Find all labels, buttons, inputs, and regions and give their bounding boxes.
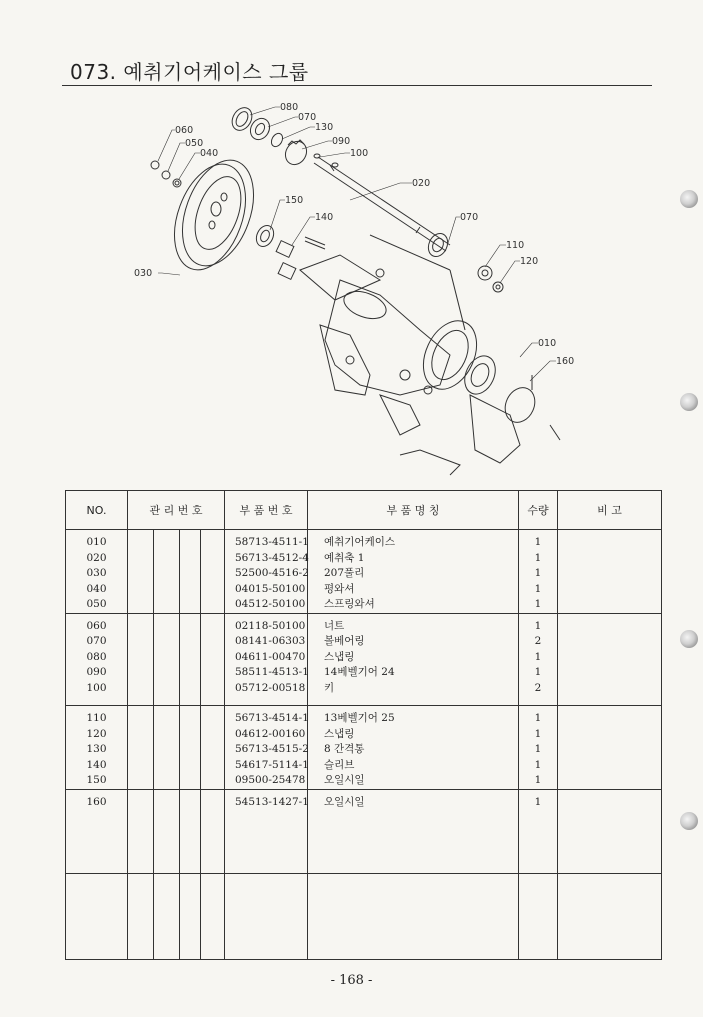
management-no-box (200, 614, 224, 705)
cell-quantity-value: 1 (534, 727, 542, 740)
management-no-box (128, 790, 153, 872)
page-title: 073. 예취기어케이스 그룹 (70, 60, 309, 84)
cell-part-no-value: 56713-4512-4 (235, 551, 309, 564)
callout-label: 150 (285, 195, 304, 206)
cell-part-no-value: 58713-4511-1 (235, 536, 309, 548)
cell-no (66, 706, 128, 790)
shaft-drawing (314, 157, 450, 251)
cell-no (66, 613, 128, 705)
management-no-box (153, 614, 179, 705)
cell-part-name-value: 오일시일 (324, 774, 365, 787)
cell-quantity-value: 1 (534, 774, 542, 787)
header-management-no: 관 리 번 호 (128, 491, 225, 530)
cell-quantity-value: 2 (534, 635, 542, 648)
cell-part-name-value: 13베벨기어 25 (324, 712, 395, 725)
cell-quantity-value: 1 (534, 796, 542, 809)
cell-part-name-value: 오일시일 (324, 796, 365, 809)
header-part-no: 부 품 번 호 (225, 491, 308, 530)
cell-part-name-value: 키 (324, 681, 335, 694)
cell-part-name-value: 예취기어케이스 (324, 536, 396, 548)
cell-part-no-value: 02118-50100 (235, 619, 306, 632)
management-no-box (153, 706, 179, 789)
title-divider (62, 85, 652, 86)
management-no-box (179, 790, 200, 872)
cell-part-name-value: 예취축 1 (324, 551, 365, 564)
cell-quantity-value: 1 (534, 536, 542, 548)
exploded-parts-diagram (120, 95, 590, 480)
cell-management-no (128, 530, 225, 614)
management-no-box (200, 874, 224, 959)
callout-label: 090 (332, 136, 351, 147)
callout-labels (134, 102, 574, 367)
cell-part-no-value: 54617-5114-1 (235, 758, 309, 771)
management-no-box (179, 874, 200, 959)
cell-no-value: 070 (86, 635, 107, 648)
cell-part-no-value: 04015-50100 (235, 582, 306, 595)
cell-quantity-value: 1 (534, 758, 542, 771)
cell-quantity-value: 2 (534, 681, 542, 694)
table-row (66, 530, 662, 614)
cell-quantity-value: 1 (534, 551, 542, 564)
management-no-box (179, 530, 200, 613)
header-no: NO. (66, 491, 128, 530)
cell-part-name (308, 613, 519, 705)
cell-part-name-value: 볼베어링 (324, 635, 365, 648)
cell-quantity (519, 873, 558, 959)
cell-part-name (308, 873, 519, 959)
cell-part-name-value: 슬리브 (324, 758, 355, 771)
cell-part-name-value: 스프링와셔 (324, 598, 375, 610)
table-row (66, 790, 662, 873)
cell-part-no-value: 04611-00470 (235, 650, 306, 663)
cell-no-value: 020 (86, 551, 107, 564)
cell-no (66, 790, 128, 873)
callout-label: 160 (556, 356, 575, 367)
cell-part-no-value: 09500-25478 (235, 774, 306, 787)
cell-remarks (558, 613, 662, 705)
cell-no-value: 110 (86, 712, 107, 725)
cell-no-value: 010 (86, 536, 107, 548)
cell-part-no-value: 56713-4514-1 (235, 712, 309, 725)
cell-no-value: 040 (86, 582, 107, 595)
management-no-box (179, 706, 200, 789)
cell-part-no-value: 56713-4515-2 (235, 743, 309, 756)
cell-quantity-value: 1 (534, 598, 542, 610)
cell-quantity (519, 790, 558, 873)
cell-management-no (128, 706, 225, 790)
cell-part-no-value: 54513-1427-1 (235, 796, 309, 809)
cell-quantity-value: 1 (534, 743, 542, 756)
header-remarks: 비 고 (558, 491, 662, 530)
cell-management-no (128, 613, 225, 705)
pulley-drawing (161, 150, 267, 279)
cell-quantity (519, 613, 558, 705)
cell-quantity (519, 706, 558, 790)
cell-no-value: 060 (86, 619, 107, 632)
callout-label: 020 (412, 178, 431, 189)
cell-quantity-value: 1 (534, 567, 542, 579)
callout-label: 070 (298, 112, 317, 123)
management-no-box (128, 706, 153, 789)
cell-management-no (128, 790, 225, 873)
cell-no (66, 873, 128, 959)
callout-label: 080 (280, 102, 299, 113)
cell-remarks (558, 530, 662, 614)
cell-no-value: 130 (86, 743, 107, 756)
callout-label: 070 (460, 212, 479, 223)
binder-hole (680, 630, 698, 648)
cell-remarks (558, 873, 662, 959)
binder-hole (680, 190, 698, 208)
cell-part-no (225, 530, 308, 614)
cell-part-name-value: 너트 (324, 619, 345, 632)
cell-part-no-value: 05712-00518 (235, 681, 306, 694)
cell-no-value: 160 (86, 796, 107, 809)
cell-part-name-value: 14베벨기어 24 (324, 666, 395, 679)
table-header-row (66, 491, 662, 530)
callout-label: 060 (175, 125, 194, 136)
cell-part-no (225, 790, 308, 873)
management-no-box (128, 874, 153, 959)
management-no-box (200, 790, 224, 872)
cell-part-no-value: 08141-06303 (235, 635, 306, 648)
table-row (66, 706, 662, 790)
callout-label: 030 (134, 268, 153, 279)
cell-part-name-value: 평와셔 (324, 582, 355, 595)
page-number: - 168 - (330, 973, 373, 988)
callout-label: 010 (538, 338, 557, 349)
cell-remarks (558, 790, 662, 873)
management-no-box (179, 614, 200, 705)
top-ring-parts (228, 104, 338, 168)
cell-part-no (225, 873, 308, 959)
management-no-box (200, 530, 224, 613)
cell-no-value: 140 (86, 758, 107, 771)
bearing-drawing (253, 223, 451, 280)
header-part-name: 부 품 명 칭 (308, 491, 519, 530)
management-no-box (200, 706, 224, 789)
callout-label: 040 (200, 148, 219, 159)
cell-part-no-value: 52500-4516-2 (235, 567, 309, 579)
cell-quantity-value: 1 (534, 650, 542, 663)
callout-label: 050 (185, 138, 204, 149)
cell-part-name-value: 스냅링 (324, 727, 355, 740)
cell-part-name (308, 706, 519, 790)
cell-no-value: 120 (86, 727, 107, 740)
cell-no-value: 100 (86, 681, 107, 694)
callout-label: 140 (315, 212, 334, 223)
management-no-box (153, 530, 179, 613)
callout-label: 110 (506, 240, 525, 251)
cell-quantity-value: 1 (534, 712, 542, 725)
cell-part-name (308, 790, 519, 873)
cell-part-no-value: 04512-50100 (235, 598, 306, 610)
management-no-box (153, 874, 179, 959)
callout-label: 100 (350, 148, 369, 159)
cell-quantity (519, 530, 558, 614)
cell-part-no (225, 613, 308, 705)
management-no-box (153, 790, 179, 872)
cell-remarks (558, 706, 662, 790)
cell-management-no (128, 873, 225, 959)
cell-no-value: 030 (86, 567, 107, 579)
cell-part-name (308, 530, 519, 614)
nut-washer-parts (151, 161, 181, 187)
cell-quantity-value: 1 (534, 582, 542, 595)
binder-hole (680, 812, 698, 830)
cell-part-no-value: 58511-4513-1 (235, 666, 309, 679)
cell-part-name-value: 스냅링 (324, 650, 355, 663)
cell-quantity-value: 1 (534, 619, 542, 632)
cell-no-value: 050 (86, 598, 107, 610)
callout-label: 130 (315, 122, 334, 133)
table-row (66, 873, 662, 959)
cell-quantity-value: 1 (534, 666, 542, 679)
header-quantity: 수량 (519, 491, 558, 530)
cell-part-no (225, 706, 308, 790)
binder-hole (680, 393, 698, 411)
cell-no-value: 090 (86, 666, 107, 679)
gear-case-drawing (300, 235, 560, 475)
management-no-box (128, 530, 153, 613)
cell-part-no-value: 04612-00160 (235, 727, 306, 740)
table-row (66, 613, 662, 705)
right-small-parts (478, 266, 503, 292)
parts-list-table (65, 490, 662, 960)
cell-part-name-value: 207풀리 (324, 567, 365, 579)
cell-no-value: 080 (86, 650, 107, 663)
callout-label: 120 (520, 256, 539, 267)
cell-no-value: 150 (86, 774, 107, 787)
management-no-box (128, 614, 153, 705)
cell-part-name-value: 8 간격통 (324, 743, 365, 756)
cell-no (66, 530, 128, 614)
